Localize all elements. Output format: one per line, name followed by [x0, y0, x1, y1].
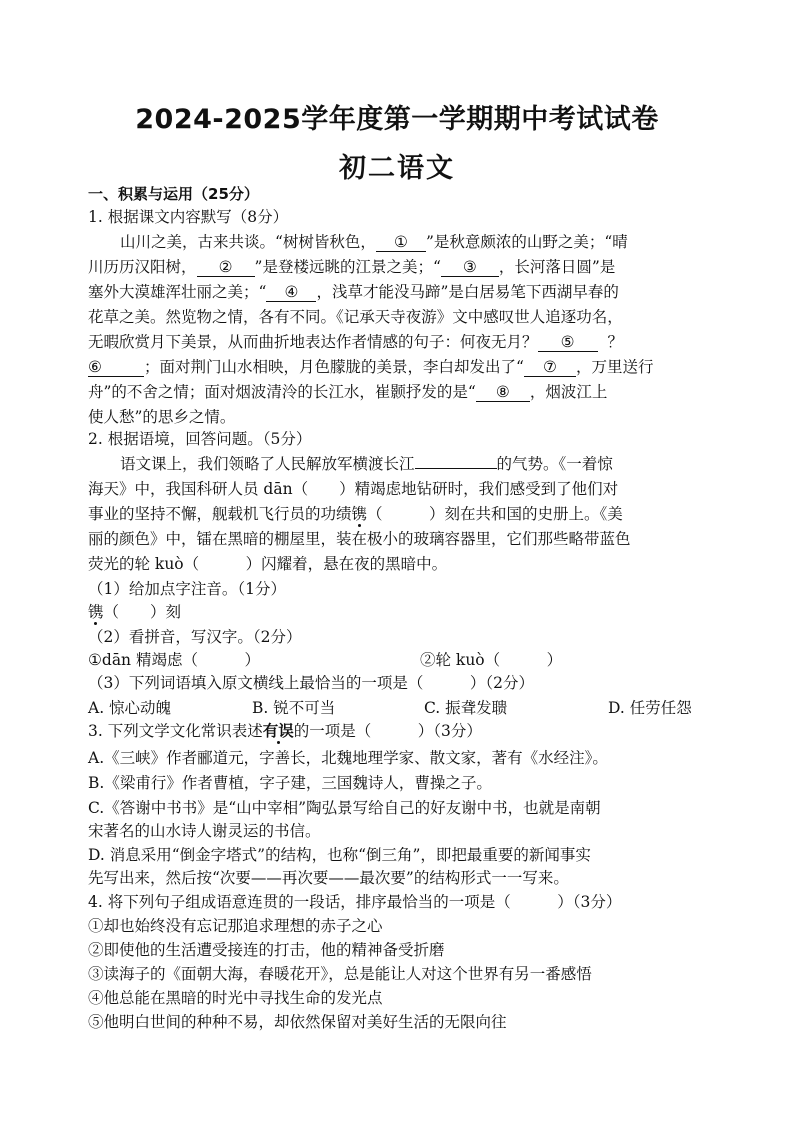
q1-line-8: 使人愁”的思乡之情。 [88, 408, 236, 426]
q1-text: ，万里送行 [575, 358, 654, 376]
q2-text: 的气势。《一着惊 [496, 455, 613, 473]
q4-sentence: ⑤他明白世间的种种不易，却依然保留对美好生活的无限向往 [88, 1013, 507, 1031]
dotted-char: 镌 [88, 603, 104, 621]
q1-text: 塞外大漠雄浑壮丽之美；“ [88, 283, 267, 301]
q1-line-5 [88, 331, 718, 353]
q2-sub-2-items [88, 649, 718, 671]
q4-sentence: ②即使他的生活遭受接连的打击，他的精神备受折磨 [88, 941, 445, 959]
q2-sub-2: （2）看拼音，写汉字。（2分） [88, 628, 302, 646]
q3-text: 的一项是（ ）（3分） [293, 722, 482, 740]
question-2-heading: 2. 根据语境，回答问题。（5分） [88, 430, 312, 448]
q2-para-5: 荧光的轮 kuò（ ）闪耀着，悬在夜的黑暗中。 [88, 555, 448, 573]
section-heading: 一、积累与运用（25分） [88, 185, 259, 203]
q3-option-d-cont: 先写出来，然后按“次要——再次要——最次要”的结构形式一一写来。 [88, 869, 569, 887]
option-b[interactable]: B. 锐不可当 [252, 699, 336, 717]
blank-4[interactable]: ④ [266, 283, 316, 302]
q1-text: 舟”的不舍之情；面对烟波清泠的长江水，崔颢抒发的是“ [88, 383, 476, 401]
answer-slot[interactable]: ①dān 精竭虑（ ） [88, 651, 260, 669]
q1-text: ，长河落日圆”是 [498, 258, 616, 276]
blank-3[interactable]: ③ [441, 258, 499, 277]
q3-option-c[interactable]: C.《答谢中书书》是“山中宰相”陶弘景写给自己的好友谢中书，也就是南朝 [88, 799, 601, 817]
blank-5[interactable]: ⑤ [538, 333, 598, 352]
q2-sub-3: （3）下列词语填入原文横线上最恰当的一项是（ ）（2分） [88, 674, 534, 692]
q1-text: 川历历汉阳树， [88, 258, 197, 276]
option-a[interactable]: A. 惊心动魄 [88, 699, 172, 717]
blank-7[interactable]: ⑦ [524, 358, 576, 377]
q3-option-a[interactable]: A.《三峡》作者郦道元，字善长，北魏地理学家、散文家，著有《水经注》。 [88, 749, 608, 767]
q1-line-1 [120, 231, 750, 253]
q1-text: 无暇欣赏月下美景，从而曲折地表达作者情感的句子：何夜无月？ [88, 333, 538, 351]
emphasis-text: 有误 [262, 721, 294, 740]
q3-text: 3. 下列文学文化常识表述 [88, 722, 263, 740]
option-c[interactable]: C. 振聋发聩 [424, 699, 508, 717]
q1-line-3 [88, 281, 718, 303]
q1-text: ，浅草才能没马蹄”是白居易笔下西湖早春的 [316, 283, 619, 301]
q2-para-4: 丽的颜色》中，镭在黑暗的棚屋里，装在极小的玻璃容器里，它们那些略带蓝色 [88, 530, 631, 548]
q3-option-c-cont: 宋著名的山水诗人谢灵运的书信。 [88, 822, 321, 840]
question-3-heading [88, 720, 718, 742]
answer-slot[interactable]: （ ）刻 [103, 603, 182, 621]
q3-option-b[interactable]: B.《梁甫行》作者曹植，字子建，三国魏诗人，曹操之子。 [88, 774, 492, 792]
question-1-heading: 1. 根据课文内容默写（8分） [88, 208, 289, 226]
q3-option-d[interactable]: D. 消息采用“倒金字塔式”的结构，也称“倒三角”，即把最重要的新闻事实 [88, 846, 591, 864]
q1-text: ”是登楼远眺的江景之美；“ [254, 258, 441, 276]
q2-para-1 [120, 453, 750, 475]
q1-text: ，烟波江上 [529, 383, 608, 401]
q1-line-7 [88, 381, 718, 403]
q2-sub-1-answer [88, 601, 718, 623]
answer-slot[interactable]: ②轮 kuò（ ） [420, 651, 563, 669]
q1-line-6 [88, 356, 718, 378]
blank-idiom[interactable] [415, 468, 497, 469]
q2-para-3 [88, 503, 718, 525]
q1-line-4: 花草之美。然览物之情，各有不同。《记承天寺夜游》文中感叹世人追逐功名， [88, 308, 623, 326]
q4-sentence: ③读海子的《面朝大海，春暖花开》，总是能让人对这个世界有另一番感悟 [88, 965, 592, 983]
blank-6[interactable]: ⑥ [88, 358, 144, 377]
q1-text: ？ [607, 333, 624, 351]
dotted-char: 镌 [351, 505, 368, 523]
option-d[interactable]: D. 任劳任怨 [608, 699, 692, 717]
q1-text: 山川之美，古来共谈。“树树皆秋色， [120, 233, 376, 251]
q2-text: 语文课上，我们领略了人民解放军横渡长江 [120, 455, 415, 473]
q2-text: （ ）刻在共和国的史册上。《美 [367, 505, 623, 523]
blank-1[interactable]: ① [376, 233, 426, 252]
exam-title: 2024-2025学年度第一学期期中考试试卷 [135, 104, 659, 135]
question-4-heading: 4. 将下列句子组成语意连贯的一段话，排序最恰当的一项是（ ）（3分） [88, 893, 622, 911]
blank-2[interactable]: ② [197, 258, 255, 277]
blank-8[interactable]: ⑧ [476, 383, 530, 402]
exam-subject: 初二语文 [339, 153, 455, 184]
q4-sentence: ④他总能在黑暗的时光中寻找生命的发光点 [88, 989, 383, 1007]
q2-text: 事业的坚持不懈，舰载机飞行员的功绩 [88, 505, 352, 523]
q2-para-2: 海天》中，我国科研人员 dān（ ）精竭虑地钻研时，我们感受到了他们对 [88, 480, 619, 498]
q4-sentence: ①却也始终没有忘记那追求理想的赤子之心 [88, 917, 383, 935]
q1-text: ；面对荆门山水相映，月色朦胧的美景，李白却发出了“ [144, 358, 524, 376]
q1-line-2 [88, 256, 718, 278]
q1-text: ”是秋意颇浓的山野之美；“晴 [425, 233, 628, 251]
q2-sub-1: （1）给加点字注音。（1分） [88, 580, 286, 598]
